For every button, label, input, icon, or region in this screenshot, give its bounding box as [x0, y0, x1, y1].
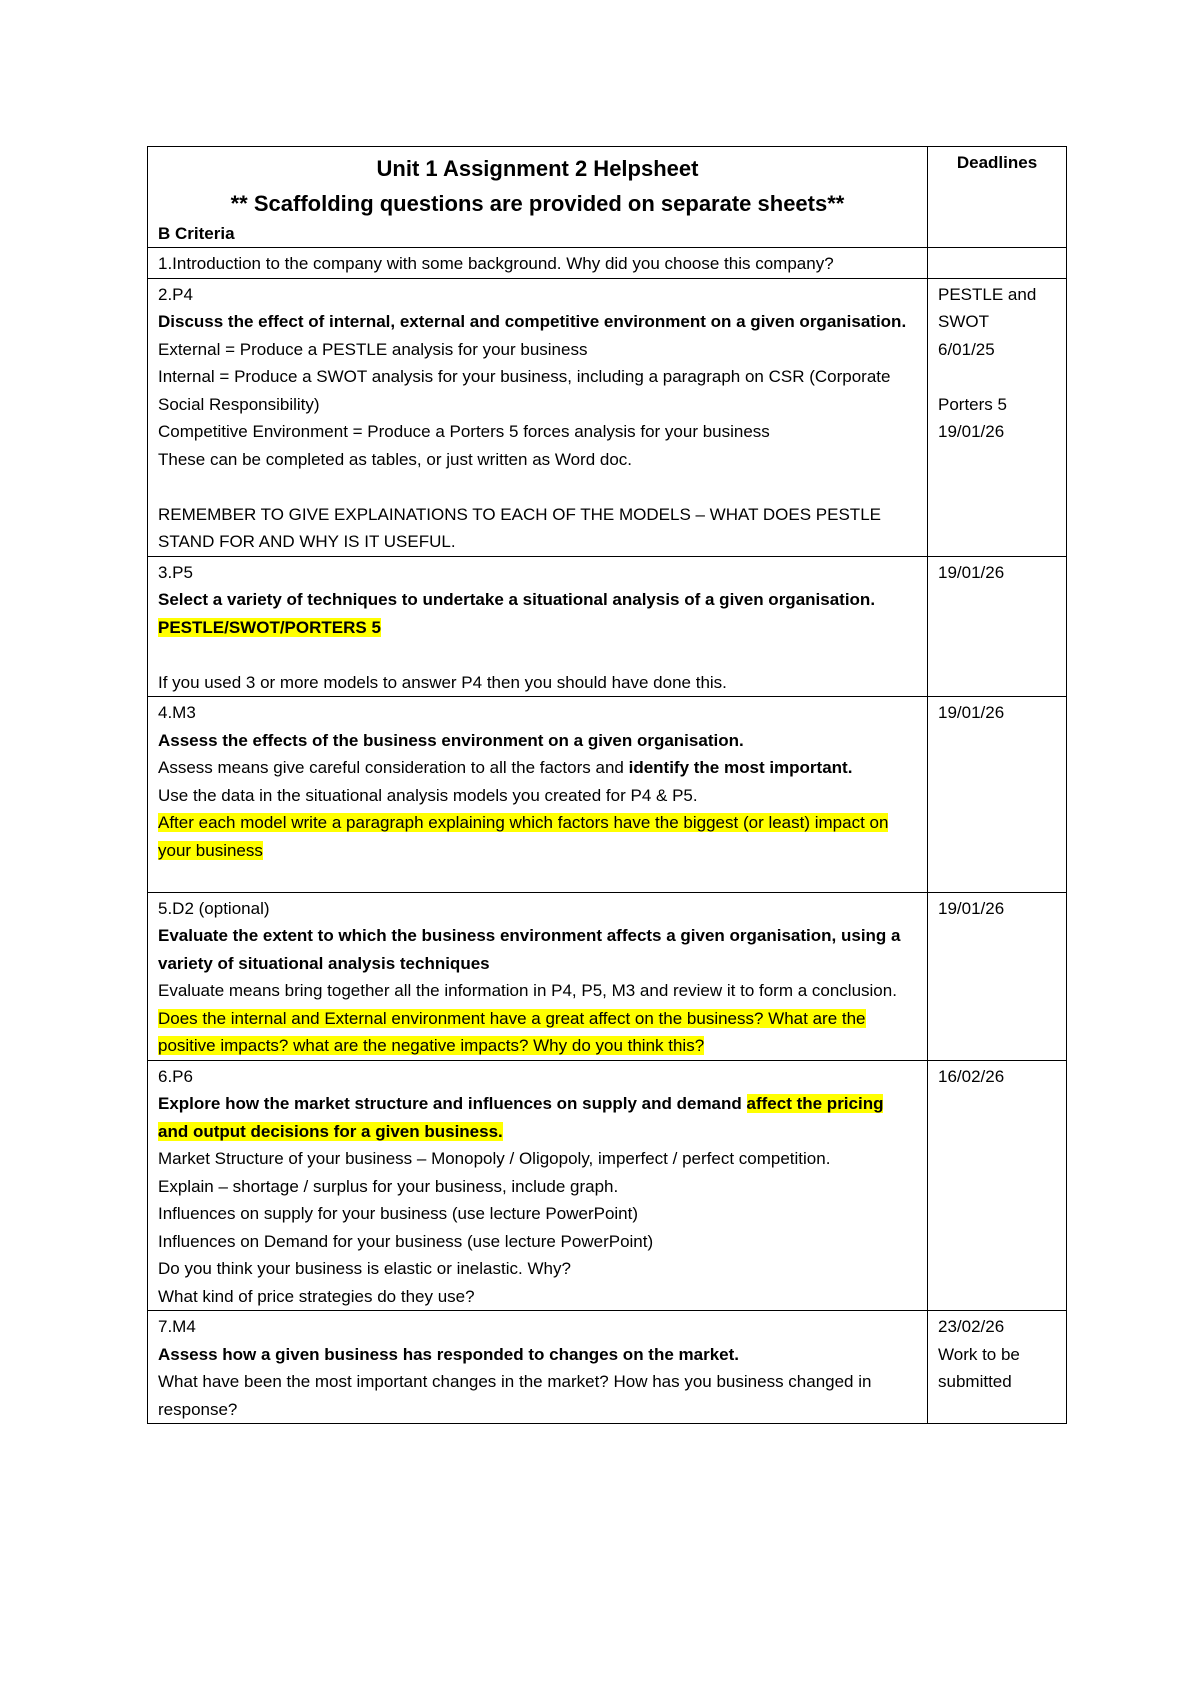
deadline-text: 23/02/26 — [938, 1317, 1005, 1336]
criterion-code: 5.D2 (optional) — [158, 898, 270, 918]
criterion-line: Competitive Environment = Produce a Porters 5 forces analysis for your business — [158, 422, 770, 441]
criterion-line: Internal = Produce a SWOT analysis for your business, including a paragraph on CSR (Corporate Social Responsibility) — [158, 367, 891, 414]
deadline-text: PESTLE and SWOT — [938, 284, 1037, 331]
criterion-line: External = Produce a PESTLE analysis for your business — [158, 339, 588, 359]
table-row — [148, 697, 1067, 893]
header-cell — [148, 147, 928, 248]
criterion-cell — [148, 1311, 928, 1424]
criterion-heading-highlight: PESTLE/SWOT/PORTERS 5 — [158, 617, 381, 637]
table-row — [148, 1060, 1067, 1311]
table-row — [148, 248, 1067, 279]
deadline-text: Porters 5 — [938, 394, 1007, 414]
table-row — [148, 556, 1067, 697]
deadline-cell — [928, 278, 1067, 556]
criterion-heading: Explore how the market structure and influences on supply and demand — [158, 1094, 742, 1113]
criterion-note: If you used 3 or more models to answer P4 then you should have done this. — [158, 672, 727, 692]
criterion-cell — [148, 248, 928, 279]
deadlines-header: Deadlines — [928, 147, 1067, 248]
criterion-line: Assess means give careful consideration to all the factors and — [158, 758, 624, 777]
criterion-cell — [148, 1060, 928, 1311]
criterion-heading: Select a variety of techniques to undertake a situational analysis of a given organisation. — [158, 590, 876, 609]
table-row — [148, 278, 1067, 556]
criterion-cell — [148, 892, 928, 1060]
criterion-code: 4.M3 — [158, 703, 196, 722]
criterion-line: Influences on supply for your business (use lecture PowerPoint) — [158, 1204, 639, 1223]
deadline-cell: 16/02/26 — [928, 1060, 1067, 1311]
table-row — [148, 1311, 1067, 1424]
criterion-emphasis: identify the most important. — [628, 758, 853, 777]
deadline-cell: 19/01/26 — [928, 892, 1067, 1060]
criterion-highlight: Does the internal and External environment have a great affect on the business? What are the positive impacts? what are the negative impacts? Why do you think this? — [158, 1008, 866, 1055]
helpsheet-table — [147, 146, 1067, 1424]
criterion-line: Use the data in the situational analysis models you created for P4 & P5. — [158, 785, 698, 805]
criterion-cell — [148, 278, 928, 556]
criterion-cell — [148, 556, 928, 697]
criterion-heading: Discuss the effect of internal, external and competitive environment on a given organisation. — [158, 312, 907, 331]
criterion-line: What kind of price strategies do they use? — [158, 1286, 475, 1306]
criterion-code: 6.P6 — [158, 1066, 193, 1086]
criterion-line: Influences on Demand for your business (use lecture PowerPoint) — [158, 1231, 654, 1251]
criterion-heading: Evaluate the extent to which the business environment affects a given organisation, using a variety of situational analysis techniques — [158, 926, 901, 973]
criterion-code: 7.M4 — [158, 1317, 196, 1336]
criterion-line: Evaluate means bring together all the information in P4, P5, M3 and review it to form a conclusion. — [158, 981, 897, 1000]
deadline-text: Work to be submitted — [938, 1344, 1020, 1391]
criterion-line: What have been the most important changes in the market? How has you business changed in response? — [158, 1372, 872, 1419]
criterion-line: Explain – shortage / surplus for your business, include graph. — [158, 1176, 619, 1196]
page-subtitle: ** Scaffolding questions are provided on separate sheets** — [230, 191, 845, 216]
criterion-highlight: After each model write a paragraph explaining which factors have the biggest (or least) impact on your business — [158, 813, 889, 860]
deadline-text: 6/01/25 — [938, 339, 995, 359]
page-title: Unit 1 Assignment 2 Helpsheet — [376, 156, 699, 181]
criterion-heading: Assess the effects of the business environment on a given organisation. — [158, 730, 744, 750]
criterion-heading-highlight: affect the pricing and output decisions for a given business. — [158, 1094, 884, 1141]
criterion-code: 3.P5 — [158, 562, 193, 582]
criterion-line: These can be completed as tables, or just written as Word doc. — [158, 449, 633, 469]
header-row — [148, 147, 1067, 248]
criterion-line: Market Structure of your business – Monopoly / Oligopoly, imperfect / perfect competition. — [158, 1149, 831, 1168]
criterion-heading: Assess how a given business has responded to changes on the market. — [158, 1344, 740, 1364]
criteria-label: B Criteria — [158, 224, 235, 243]
deadline-cell: 19/01/26 — [928, 556, 1067, 697]
criterion-cell — [148, 697, 928, 893]
deadline-cell: 19/01/26 — [928, 697, 1067, 893]
criterion-line: Do you think your business is elastic or inelastic. Why? — [158, 1259, 571, 1278]
criterion-note: REMEMBER TO GIVE EXPLAINATIONS TO EACH OF THE MODELS – WHAT DOES PESTLE STAND FOR AND WHY IS IT USEFUL. — [158, 504, 881, 551]
deadline-cell — [928, 1311, 1067, 1424]
criterion-code: 2.P4 — [158, 284, 193, 304]
intro-text: 1.Introduction to the company with some background. Why did you choose this company? — [158, 254, 834, 273]
deadline-text: 19/01/26 — [938, 422, 1005, 441]
deadline-cell — [928, 248, 1067, 279]
table-row — [148, 892, 1067, 1060]
